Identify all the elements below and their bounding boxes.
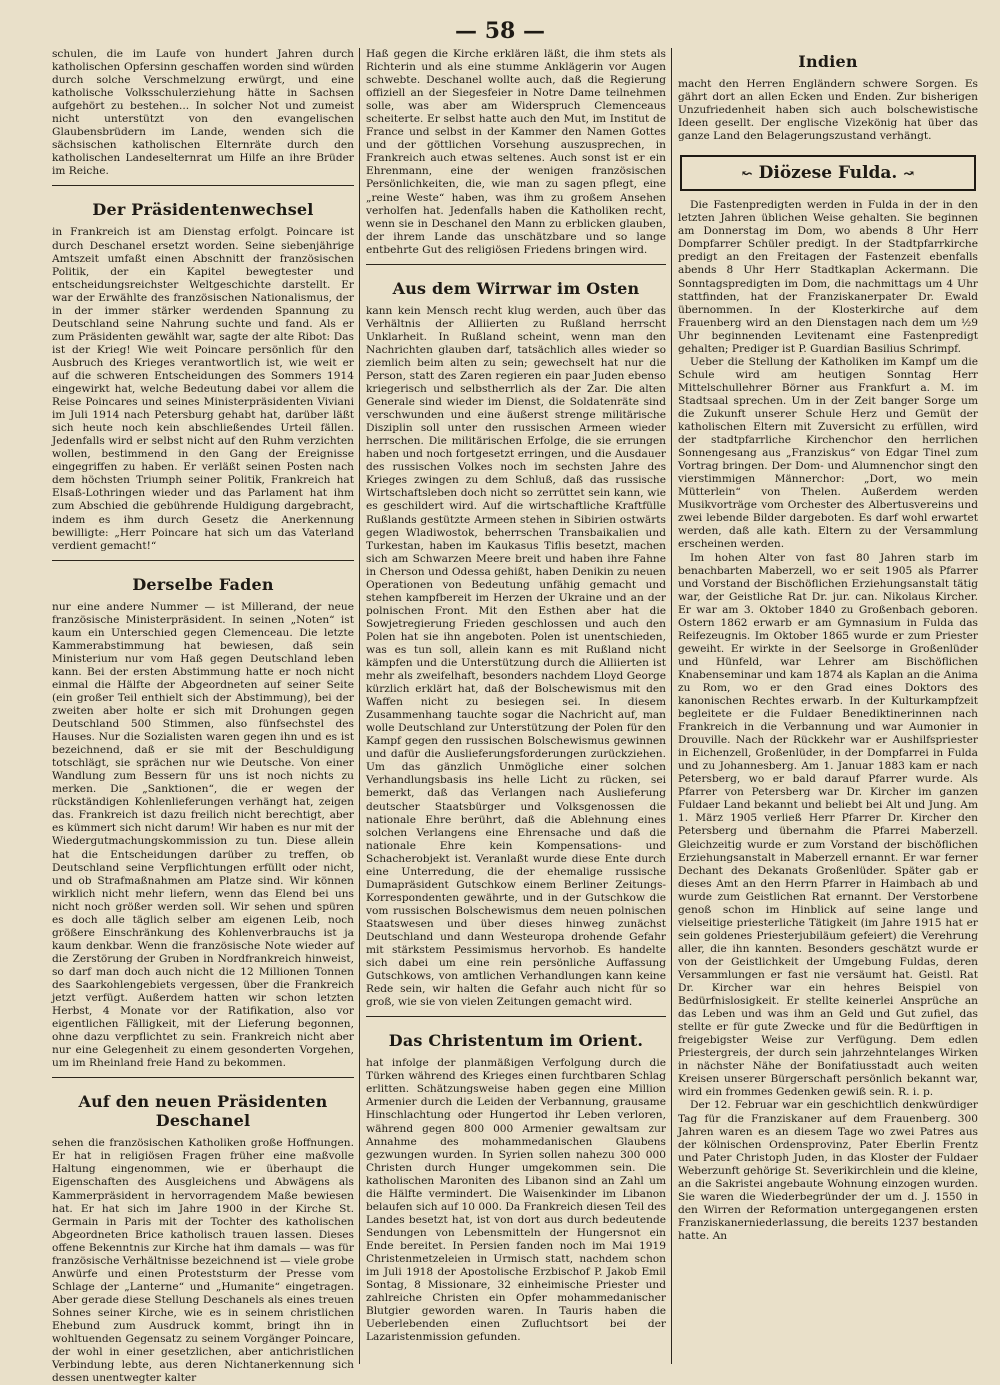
article-body: hat infolge der planmäßigen Verfolgung durch die Türken während des Krieges einen furchtbaren Schlag erlitten. Schätzungsweise haben gegen eine Million Armenier durch die Leiden der Verbannung, grausame Hinschlachtung oder Hungertod ihr Leben verloren, während gegen 800 000 Armenier gewaltsam zur Annahme des mohammedanischen Glaubens gezwungen wurden. In Syrien sollen nahezu 300 000 Christen durch Hunger umgekommen sein. Die katholischen Maroniten des Libanon sind an Zahl um die Hälfte vermindert. Die Waisenkinder im Libanon belaufen sich auf 10 000. Da Frankreich diesen Teil des Landes besetzt hat, ist von dort aus durch bedeutende Sendungen von Lebensmitteln der Hungersnot ein Ende bereitet. In Persien fanden noch im Mai 1919 Christenmetzeleien in Urmisch statt, nachdem schon im Juli 1918 der Apostolische Erzbischof P. Jakob Emil Sontag, 8 Missionare, 32 einheimische Priester und zahlreiche Christen ein Opfer mohammedanischer Blutgier geworden waren. In Tauris haben die Ueberlebenden einen Zufluchtsort bei der Lazaristenmission gefunden. xyxy=(366,1057,666,1344)
article-separator xyxy=(52,185,354,186)
page-number: — 58 — xyxy=(455,18,545,44)
article-body: nur eine andere Nummer — ist Millerand, der neue französische Ministerpräsident. In seinen „Noten“ ist kaum ein Unterschied gegen Clemenceau. Die letzte Kammerabstimmung hat bewiesen, daß sein Ministerium nur vom Haß gegen Deutschland leben kann. Bei der ersten Abstimmung hatte er noch nicht einmal die Hälfte der Abgeordneten auf seiner Seite (ein großer Teil enthielt sich der Abstimmung), bei der zweiten aber holte er sich mit Drohungen gegen Deutschland 500 Stimmen, also fünfsechstel des Hauses. Nur die Sozialisten waren gegen ihn und es ist bezeichnend, daß er sie mit der Beschuldigung totschlägt, sie sprächen nur wie Deutsche. Von einer Wandlung zum Bessern für uns ist noch nichts zu merken. Die „Sanktionen“, die er wegen der rückständigen Kohlenlieferungen verhängt hat, zeigen das. Frankreich ist dazu freilich nicht berechtigt, aber es kümmert sich nicht darum! Wir haben es nur mit der Wiedergutmachungskommission zu tun. Diese allein hat die Entscheidungen darüber zu treffen, ob Deutschland seine Verpflichtungen erfüllt oder nicht, und ob Strafmaßnahmen am Platze sind. Wir können wirklich nicht mehr liefern, wenn das Elend bei uns nicht noch größer werden soll. Wir sehen und spüren es doch alle täglich selber am eigenen Leib, noch größere Einschränkung des Kohlenverbrauchs ist ja kaum denkbar. Wenn die französische Note wieder auf die Zerstörung der Gruben in Nordfrankreich hinweist, so darf man doch auch nicht die 12 Millionen Tonnen des Saarkohlengebiets vergessen, über die Frankreich jetzt verfügt. Außerdem hatten wir schon letzten Herbst, 4 Monate vor der Ratifikation, also vor eigentlichen Fälligkeit, mit der Lieferung begonnen, ohne dazu verpflichtet zu sein. Frankreich nicht aber nur eine Gelegenheit zu einem gesonderten Vorgehen, um im Rheinland freie Hand zu bekommen. xyxy=(52,600,354,1070)
headline-indien: Indien xyxy=(798,52,858,71)
column-3 xyxy=(678,48,978,1366)
column-2 xyxy=(366,48,666,1366)
article-body: sehen die französischen Katholiken große Hoffnungen. Er hat in religiösen Fragen früher eine maßvolle Haltung eingenommen, wie er überhaupt die Eigenschaften des Ausgleichens und Abwägens als Kammerpräsident in hervorragendem Maße bewiesen hat. Er hat sich im Jahre 1900 in der Kirche St. Germain in Paris mit der Tochter des katholischen Abgeordneten Brice katholisch trauen lassen. Dieses offene Bekenntnis zur Kirche hat ihm damals — was für französische Verhältnisse bezeichnend ist — viele grobe Anwürfe und einen Proteststurm der Presse vom Schlage der „Lanterne“ und „Humanite“ eingetragen. Aber gerade diese Stellung Deschanels als eines treuen Sohnes seiner Kirche, wie es in seinem christlichen Ehebund zum Ausdruck kommt, bringt ihn in wohltuenden Gegensatz zu seinem Vorgänger Poincare, der wohl in einer gesetzlichen, aber antichristlichen Verbindung lebte, aus deren Nichtanerkennung sich dessen unentwegter kalter xyxy=(52,1137,354,1385)
headline-derselbe-faden: Derselbe Faden xyxy=(132,574,274,594)
article-separator xyxy=(366,264,666,265)
column-divider xyxy=(359,48,360,1364)
section-header-box xyxy=(680,155,976,191)
column-1 xyxy=(52,48,354,1385)
article-continuation: Haß gegen die Kirche erklären läßt, die ihm stets als Richterin und als eine stumme Anklägerin vor Augen schwebte. Deschanel wollte auch, daß die Regierung offiziell an der Siegesfeier in Notre Dame teilnehmen solle, was aber am Widerspruch Clemenceaus scheiterte. Er selbst hatte auch den Mut, im Institut de France und selbst in der Kammer den Namen Gottes und der göttlichen Vorsehung auszusprechen, in Frankreich auch etwas seltenes. Auch sonst ist er ein Ehrenmann, eine der wenigen französischen Persönlichkeiten, die, wie man zu sagen pflegt, eine „reine Weste“ haben, was ihm zu großem Ansehen verholfen hat. Jedenfalls haben die Katholiken recht, wenn sie in Deschanel den Mann zu erblicken glauben, der ihrem Lande das unschätzbare und so lange entbehrte Gut des religiösen Friedens bringen wird. xyxy=(366,48,666,256)
news-item: Ueber die Stellung der Katholiken im Kampf um die Schule wird am heutigen Sonntag Herr Mittelschullehrer Börner aus Frankfurt a. M. im Stadtsaal sprechen. Um in der Zeit banger Sorge um die Zukunft unserer Schule Herz und Gemüt der katholischen Eltern mit Zuversicht zu erfüllen, wird der stadtpfarrliche Kirchenchor den herrlichen Sonnengesang aus „Franziskus“ von Edgar Tinel zum Vortrag bringen. Der Dom- und Alumnenchor singt den vierstimmigen Männerchor: „Dort, wo mein Mütterlein“ von Thelen. Außerdem werden Musikvorträge vom Orchester des Albertusvereins und zwei lebende Bilder dargeboten. Es darf wohl erwartet werden, daß alle kath. Eltern zu der Versammlung erscheinen werden. xyxy=(678,355,978,551)
ornament-left-icon: ↜ xyxy=(741,167,753,183)
section-title: Diözese Fulda. xyxy=(758,163,898,184)
headline-praesidentenwechsel: Der Präsidentenwechsel xyxy=(92,200,314,220)
headline-wirrwar-osten: Aus dem Wirrwar im Osten xyxy=(392,278,640,298)
article-separator xyxy=(366,1016,666,1017)
article-body: kann kein Mensch recht klug werden, auch über das Verhältnis der Alliierten zu Rußland herrscht Unklarheit. In Rußland scheint, wenn man den Nachrichten glauben darf, tatsächlich alles wieder so ziemlich beim alten zu sein; gewechselt hat nur die Person, statt des Zaren regieren ein paar Juden ebenso kriegerisch und selbstherrlich als der Zar. Die alten Generale sind wieder im Dienst, die Soldatenräte sind verschwunden und eine äußerst strenge militärische Disziplin soll unter den russischen Armeen wieder herrschen. Die militärischen Erfolge, die sie errungen haben und noch fortgesetzt erringen, und die Ausdauer des russischen Volkes noch im sechsten Jahre des Krieges zwingen zu dem Schluß, daß das russische Wirtschaftsleben doch nicht so zerrüttet sein kann, wie es geschildert wird. Auf die wirtschaftliche Kraftfülle Rußlands gestützte Armeen stehen in Sibirien ostwärts gegen Wladiwostok, beherrschen Transbaikalien und Turkestan, haben im Kaukasus Tiflis besetzt, machen sich am Schwarzen Meere breit und haben ihre Fahne in Cherson und Odessa gehißt, haben Denikin zu neuen Operationen von Bedeutung unfähig gemacht und stehen kampfbereit im Herzen der Ukraine und an der polnischen Front. Mit den Esthen aber hat die Sowjetregierung Frieden geschlossen und auch den Polen hat sie ihn angeboten. Polen ist unentschieden, was es tun soll, allein kann es mit Rußland nicht kämpfen und die Unterstützung durch die Alliierten ist mehr als zweifelhaft, besonders nachdem Lloyd George kürzlich erklärt hat, daß der Bolschewismus mit den Waffen nicht zu besiegen sei. In diesem Zusammenhang tauchte sogar die Nachricht auf, man wolle Deutschland zur Unterstützung der Polen für den Kampf gegen den russischen Bolschewismus gewinnen und dafür die Auslieferungsforderungen zurückziehen. Um das gänzlich Unmögliche einer solchen Verhandlungsbasis ins helle Licht zu rücken, sei bemerkt, daß das Verlangen nach Auslieferung deutscher Staatsbürger und Volksgenossen die nationale Ehre berührt, daß die Ablehnung eines solchen Verlangens eine Ehrensache und daß die nationale Ehre kein Kompensations- und Schacherobjekt ist. Veranlaßt wurde diese Ente durch eine Unterredung, die der ehemalige russische Dumapräsident Gutschkow einem Berliner Zeitungs-Korrespondenten gewährte, und in der Gutschkow die vom russischen Bolschewismus dem neuen polnischen Staatswesen und über dieses hinweg zunächst Deutschland und dann Westeuropa drohende Gefahr mit stärkstem Pessimismus hervorhob. Es handelte sich dabei um eine rein persönliche Auffassung Gutschkows, von amtlichen Verhandlungen kann keine Rede sein, wir halten die Gefahr auch nicht für so groß, wie sie von vielen Zeitungen gemacht wird. xyxy=(366,304,666,1009)
news-item: Der 12. Februar war ein geschichtlich denkwürdiger Tag für die Franziskaner auf dem Frauenberg. 300 Jahren waren es an diesem Tage wo zwei Patres aus der kölnischen Ordensprovinz, Pater Eberlin Frentz und Pater Christoph Juden, in das Kloster der Fuldaer Weberzunft gehörige St. Severikirchlein und die kleine, an die Sakristei angebaute Wohnung einzogen wurden. Sie waren die Wiederbegründer der um d. J. 1550 in den Wirren der Reformation untergegangenen ersten Franziskanerniederlassung, die bereits 1237 bestanden hatte. An xyxy=(678,1099,978,1242)
news-item: Die Fastenpredigten werden in Fulda in der in den letzten Jahren üblichen Weise gehalten. Sie beginnen am Donnerstag im Dom, wo abends 8 Uhr Herr Dompfarrer Schüler predigt. In der Stadtpfarrkirche predigt an den Freitagen der Fastenzeit ebenfalls abends 8 Uhr Herr Stadtkaplan Ackermann. Die Sonntagspredigten im Dom, die nachmittags um 4 Uhr stattfinden, hat der Franziskanerpater Dr. Ewald übernommen. In der Klosterkirche auf dem Frauenberg wird an den Dienstagen nach dem um ½9 Uhr beginnenden Levitenamt eine Fastenpredigt gehalten; Prediger ist P. Guardian Basilius Schrimpf. xyxy=(678,199,978,355)
article-body: macht den Herren Engländern schwere Sorgen. Es gährt dort an allen Ecken und Enden. Zur bisherigen Unzufriedenheit haben sich auch bolschewistische Ideen gesellt. Der englische Vizekönig hat über das ganze Land den Belagerungszustand verhängt. xyxy=(678,78,978,143)
ornament-right-icon: ↝ xyxy=(903,167,915,183)
headline-deschanel: Auf den neuen Präsidenten Deschanel xyxy=(78,1092,328,1131)
headline-christentum-orient: Das Christentum im Orient. xyxy=(388,1031,644,1051)
article-separator xyxy=(52,1077,354,1078)
article-separator xyxy=(52,560,354,561)
article-continuation: schulen, die im Laufe von hundert Jahren durch katholischen Opfersinn geschaffen worden sind würden durch solche Verschmelzung erwürgt, und eine katholische Volksschulerziehung hätte in Sachsen aufgehört zu bestehen... In solcher Not und zumeist nicht unterstützt von den evangelischen Glaubensbrüdern im Lande, wenden sich die sächsischen katholischen Elternräte durch den katholischen Landeselternrat um Hilfe an ihre Brüder im Reiche. xyxy=(52,48,354,178)
column-divider xyxy=(671,48,672,1364)
article-body: in Frankreich ist am Dienstag erfolgt. Poincare ist durch Deschanel ersetzt worden. Seine siebenjährige Amtszeit umfaßt einen Abschnitt der französischen Politik, der ein Kapitel bewegtester und entscheidungsreichster Weltgeschichte darstellt. Er war der Erwählte des französischen Nationalismus, der in der immer stärker werdenden Spannung zu Deutschland seine Nahrung suchte und fand. Als er zum Präsidenten gewählt war, sagte der alte Ribot: Das ist der Krieg! Wie weit Poincare persönlich für den Ausbruch des Krieges verantwortlich ist, wie weit er auf die schweren Entscheidungen des Sommers 1914 eingewirkt hat, welche Bedeutung dabei vor allem die Reise Poincares und seines Ministerpräsidenten Viviani im Juli 1914 nach Petersburg gehabt hat, darüber läßt sich heute noch kein abschließendes Urteil fällen. Jedenfalls wird er selbst nicht auf den Ruhm verzichten wollen, bestimmend in den Gang der Ereignisse eingegriffen zu haben. Er verläßt seinen Posten nach dem höchsten Triumph seiner Politik, Frankreich hat Elsaß-Lothringen wieder und das Parlament hat ihm zum Abschied die gebührende Huldigung dargebracht, indem es ihm durch Gesetz die Anerkennung bewilligte: „Herr Poincare hat sich um das Vaterland verdient gemacht!“ xyxy=(52,226,354,552)
news-item: Im hohen Alter von fast 80 Jahren starb im benachbarten Maberzell, wo er seit 1905 als Pfarrer und Vorstand der Bischöflichen Erziehungsanstalt tätig war, der Geistliche Rat Dr. jur. can. Nikolaus Kircher. Er war am 3. Oktober 1840 zu Großenbach geboren. Ostern 1862 erwarb er am Gymnasium in Fulda das Reifezeugnis. Im Oktober 1865 wurde er zum Priester geweiht. Er wirkte in der Seelsorge in Großenlüder und Hünfeld, war Lehrer am Bischöflichen Knabenseminar und kam 1874 als Kaplan an die Anima zu Rom, wo er den Grad eines Doktors des kanonischen Rechtes erwarb. In der Kulturkampfzeit begleitete er die Fuldaer Benediktinerinnen nach Frankreich in die Verbannung und war Aumonier in Drouville. Nach der Rückkehr war er Aushilfspriester in Eichenzell, Großenlüder, in der Dompfarrei in Fulda und zu Johannesberg. Am 1. Januar 1883 kam er nach Petersberg, wo er bald darauf Pfarrer wurde. Als Pfarrer von Petersberg war Dr. Kircher im ganzen Fuldaer Land bekannt und beliebt bei Alt und Jung. Am 1. März 1905 verließ Herr Pfarrer Dr. Kircher den Petersberg und übernahm die Pfarrei Maberzell. Gleichzeitig wurde er zum Vorstand der bischöflichen Erziehungsanstalt in Maberzell ernannt. Er war ferner Dechant des Dekanats Großenlüder. Später gab er dieses Amt an den Herrn Pfarrer in Haimbach ab und wurde zum Geistlichen Rat ernannt. Der Verstorbene genoß schon im Hinblick auf seine lange und vielseitige priesterliche Tätigkeit (im Jahre 1915 hat er sein goldenes Priesterjubiläum gefeiert) die Verehrung aller, die ihn kannten. Besonders geschätzt wurde er von der Geistlichkeit der Umgebung Fuldas, deren Versammlungen er fast nie versäumt hat. Geistl. Rat Dr. Kircher war ein hehres Beispiel von Bedürfnislosigkeit. Er stellte keinerlei Ansprüche an das Leben und was ihm an Geld und Gut zufiel, das stellte er für gute Zwecke und für die Bedürftigen in freigebigster Weise zur Verfügung. Dem edlen Priestergreis, der durch sein jahrzehntelanges Wirken in nächster Nähe der Bonifatiusstadt auch weiten Kreisen unserer Bürgerschaft persönlich bekannt war, wird ein frommes Gedenken gewiß sein. R. i. p. xyxy=(678,551,978,1099)
